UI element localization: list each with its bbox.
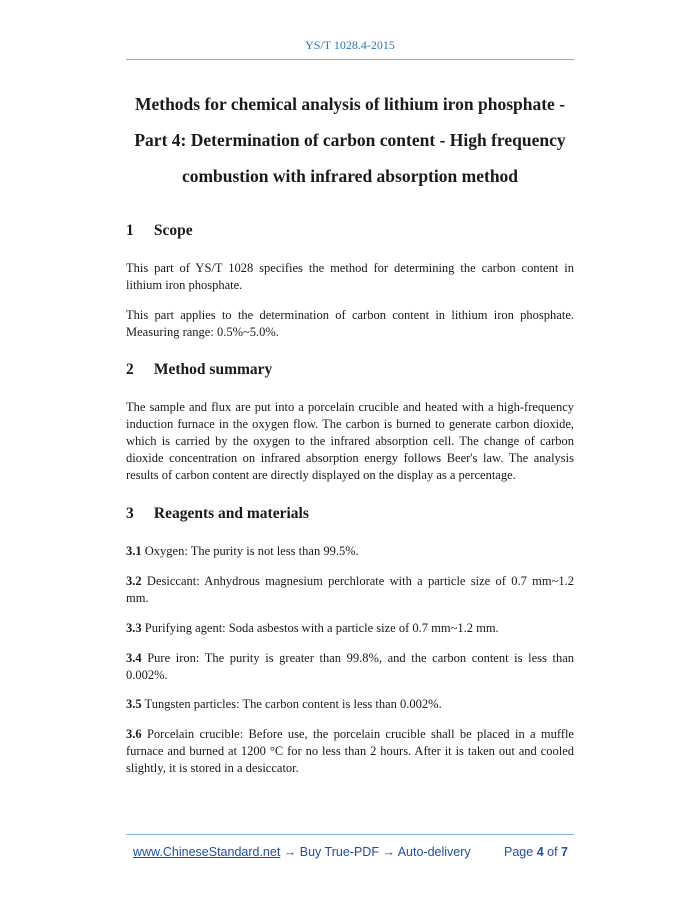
arrow-icon: → (280, 845, 300, 859)
reagent-item (126, 696, 574, 713)
page-label: Page (504, 845, 534, 859)
section-number: 2 (126, 361, 134, 378)
clause-text: Purifying agent: Soda asbestos with a particle size of 0.7 mm~1.2 mm. (141, 621, 499, 635)
arrow-icon: → (378, 845, 398, 859)
reagent-item (126, 543, 574, 560)
reagent-item (126, 573, 574, 607)
title-line-2: Part 4: Determination of carbon content - High frequency (134, 130, 566, 150)
clause-ref: 3.1 (126, 544, 142, 558)
clause-text: Pure iron: The purity is greater than 99.8%, and the carbon content is less than 0.002%. (126, 651, 574, 682)
reagent-item (126, 726, 574, 777)
title-line-3: combustion with infrared absorption method (181, 166, 519, 186)
section-title: Reagents and materials (153, 505, 309, 522)
scope-paragraph-1: This part of YS/T 1028 specifies the method for determining the carbon content in lithium iron phosphate. (126, 261, 574, 292)
section-1-heading (126, 222, 193, 240)
total-pages-number: 7 (561, 845, 568, 859)
clause-ref: 3.4 (126, 651, 142, 665)
method-summary-paragraph: The sample and flux are put into a porcelain crucible and heated with a high-frequency induction furnace in the oxygen flow. The carbon is burned to generate carbon dioxide, which is carried by the oxygen to the infrared absorption cell. The change of carbon dioxide concentration on infrared absorption energy follows Beer's law. The analysis results of carbon content are directly displayed on the display as a percentage. (126, 400, 574, 482)
section-title: Method summary (153, 361, 273, 378)
section-title: Scope (153, 222, 193, 239)
clause-ref: 3.6 (126, 727, 142, 741)
buy-true-pdf-link[interactable]: Buy True-PDF (299, 845, 379, 859)
chinesestandard-link[interactable]: www.ChineseStandard.net (133, 845, 281, 859)
footer-divider (126, 834, 574, 835)
current-page-number: 4 (536, 845, 544, 859)
clause-ref: 3.3 (126, 621, 142, 635)
auto-delivery-text: Auto-delivery (397, 845, 471, 859)
clause-text: Oxygen: The purity is not less than 99.5%. (141, 544, 359, 558)
section-number: 3 (126, 505, 134, 522)
clause-ref: 3.2 (126, 574, 142, 588)
section-number: 1 (126, 222, 134, 239)
title-line-1: Methods for chemical analysis of lithium iron phosphate - (134, 94, 566, 114)
reagent-item (126, 620, 574, 637)
clause-text: Tungsten particles: The carbon content is less than 0.002%. (141, 697, 442, 711)
section-3-heading (126, 505, 309, 523)
page-of-label: of (547, 845, 558, 859)
document-title (110, 86, 590, 194)
header-divider (126, 59, 574, 60)
scope-paragraph-2: This part applies to the determination of carbon content in lithium iron phosphate. Measuring range: 0.5%~5.0%. (126, 308, 574, 339)
clause-text: Desiccant: Anhydrous magnesium perchlorate with a particle size of 0.7 mm~1.2 mm. (126, 574, 574, 605)
clause-ref: 3.5 (126, 697, 142, 711)
clause-text: Porcelain crucible: Before use, the porcelain crucible shall be placed in a muffle furnace and burned at 1200 °C for no less than 2 hours. After it is taken out and cooled slightly, it is stored in a desiccator. (126, 727, 574, 775)
standard-code-header: YS/T 1028.4-2015 (305, 38, 395, 52)
page-indicator (504, 845, 568, 859)
footer-bar (133, 845, 574, 859)
section-2-heading (126, 361, 272, 379)
reagent-item (126, 650, 574, 684)
